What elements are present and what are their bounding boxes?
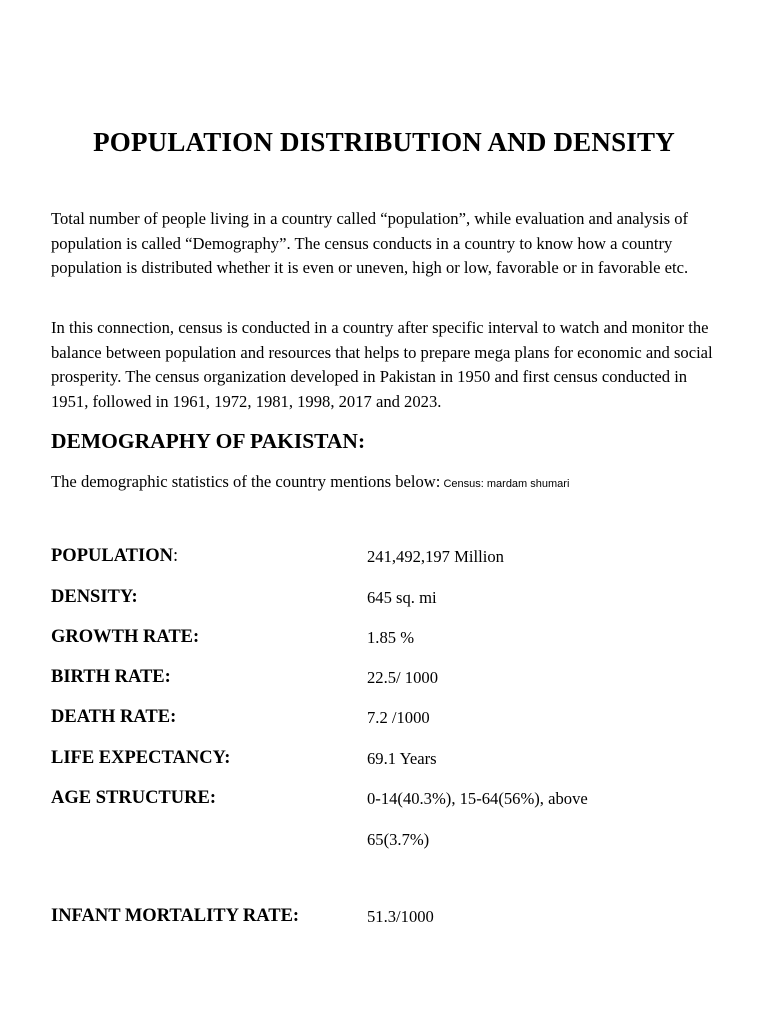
section-heading-demography: DEMOGRAPHY OF PAKISTAN: — [51, 429, 366, 453]
stat-label: INFANT MORTALITY RATE: — [51, 906, 300, 926]
stat-label: AGE STRUCTURE: — [51, 788, 216, 808]
census-note: Census: mardam shumari — [440, 478, 570, 490]
stat-label: BIRTH RATE: — [51, 667, 171, 687]
stat-value: 7.2 /1000 — [367, 708, 430, 727]
page-title: POPULATION DISTRIBUTION AND DENSITY — [93, 127, 675, 157]
stat-value: 65(3.7%) — [367, 830, 430, 849]
stat-row-density — [51, 584, 731, 610]
stat-label: GROWTH RATE: — [51, 627, 200, 647]
stat-value: 645 sq. mi — [367, 588, 437, 607]
stat-row-life-expectancy — [51, 745, 731, 771]
stat-row-age-structure-continued — [51, 826, 731, 852]
paragraph-census-connection: In this connection, census is conducted in a country after specific interval to watch and monitor the balance between population and resources that helps to prepare mega plans for economic and social prosperity. The census organization developed in Pakistan in 1950 and first census conducted in 1951, followed in 1961, 1972, 1981, 1998, 2017 and 2023. — [51, 318, 713, 411]
stat-row-birth-rate — [51, 664, 731, 690]
stat-row-death-rate — [51, 704, 731, 730]
stat-label-text: POPULATION — [51, 546, 173, 566]
stat-value: 51.3/1000 — [367, 907, 434, 926]
stat-value: 1.85 % — [367, 628, 415, 647]
stat-label-suffix: : — [172, 546, 179, 566]
demographic-intro-line — [51, 470, 569, 496]
stat-row-growth-rate — [51, 624, 731, 650]
stat-value: 69.1 Years — [367, 749, 437, 768]
stat-row-population — [51, 543, 731, 569]
stat-label: DENSITY: — [51, 587, 138, 607]
stat-row-age-structure — [51, 785, 731, 811]
stat-value: 0-14(40.3%), 15-64(56%), above — [367, 789, 588, 808]
stat-label: LIFE EXPECTANCY: — [51, 748, 231, 768]
stat-value: 241,492,197 Million — [367, 547, 504, 566]
stat-label: DEATH RATE: — [51, 707, 177, 727]
intro-text: The demographic statistics of the country mentions below: — [51, 472, 441, 491]
stat-row-infant-mortality-rate — [51, 903, 731, 929]
paragraph-population-intro: Total number of people living in a country called “population”, while evaluation and analysis of population is called “Demography”. The census conducts in a country to know how a country population is distributed whether it is even or uneven, high or low, favorable or in favorable etc. — [51, 209, 689, 278]
stat-label — [51, 543, 178, 569]
stat-value: 22.5/ 1000 — [367, 668, 438, 687]
